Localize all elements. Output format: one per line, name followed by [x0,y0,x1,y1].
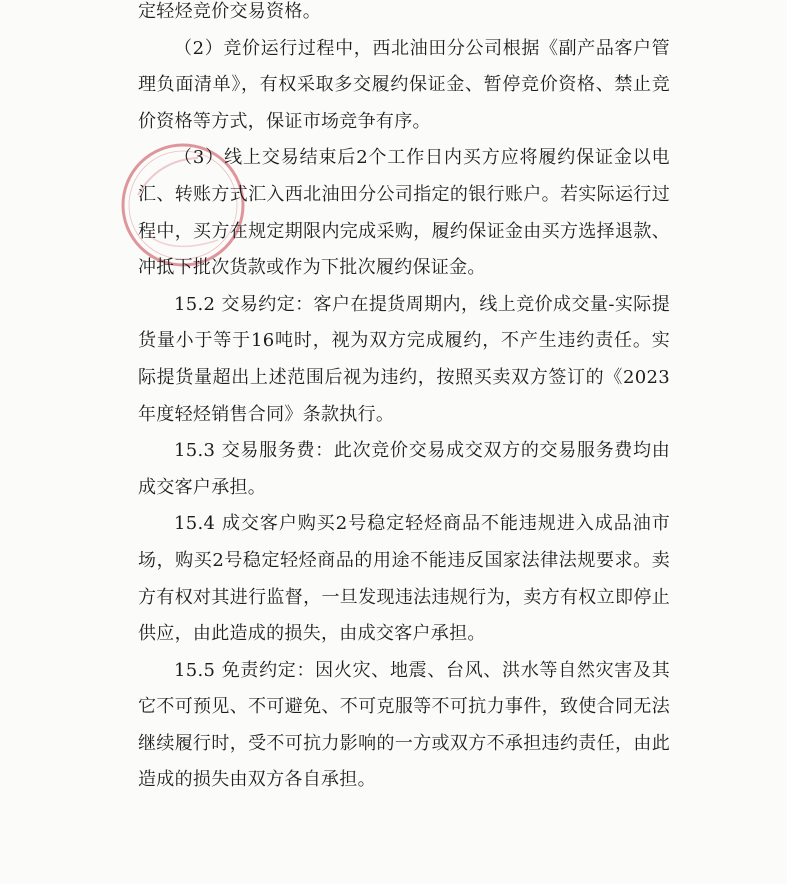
paragraph-clause-2: （2）竞价运行过程中，西北油田分公司根据《副产品客户管理负面清单》，有权采取多交履约保证金、暂停竞价资格、禁止竞价资格等方式，保证市场竞争有序。 [138,37,670,132]
paragraph-15-4-purchase-restriction: 15.4 成交客户购买2号稳定轻烃商品不能违规进入成品油市场，购买2号稳定轻烃商品的用途不能违反国家法律法规要求。卖方有权对其进行监督，一旦发现违法违规行为，卖方有权立即停止供应，由此造成的损失，由成交客户承担。 [138,513,670,645]
paragraph-clause-3: （3）线上交易结束后2个工作日内买方应将履约保证金以电汇、转账方式汇入西北油田分公司指定的银行账户。若实际运行过程中，买方在规定期限内完成采购，履约保证金由买方选择退款、冲抵下批次货款或作为下批次履约保证金。 [138,147,670,279]
paragraph-15-5-disclaimer: 15.5 免责约定：因火灾、地震、台风、洪水等自然灾害及其它不可预见、不可避免、不可克服等不可抗力事件，致使合同无法继续履行时，受不可抗力影响的一方或双方不承担违约责任，由此造成的损失由双方各自承担。 [138,659,670,791]
paragraph-qualification-end: 定轻烃竞价交易资格。 [138,1,321,22]
document-body [138,0,670,799]
paragraph-15-2-trade-agreement: 15.2 交易约定：客户在提货周期内，线上竞价成交量-实际提货量小于等于16吨时，视为双方完成履约，不产生违约责任。实际提货量超出上述范围后视为违约，按照买卖双方签订的《2023年度轻烃销售合同》条款执行。 [138,293,670,425]
paragraph-15-3-service-fee: 15.3 交易服务费：此次竞价交易成交双方的交易服务费均由成交客户承担。 [138,440,670,498]
